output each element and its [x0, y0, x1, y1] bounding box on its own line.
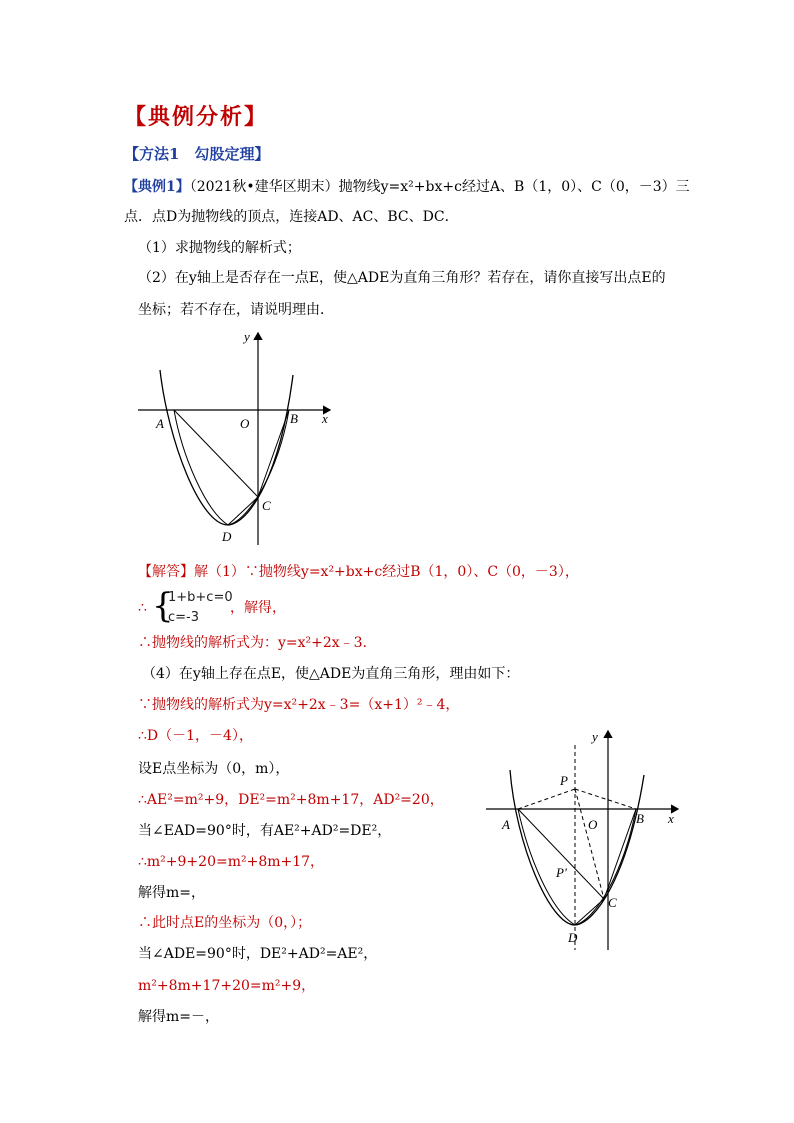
- dashed-pb: [575, 789, 636, 809]
- label-y: y: [592, 729, 598, 744]
- solution-line-6: ∴D（－1，－4），: [138, 728, 253, 744]
- question-1: （1）求抛物线的解析式；: [138, 240, 301, 256]
- question-2-line-1: （2）在y轴上是否存在一点E，使△ADE为直角三角形？若存在，请你直接写出点E的: [138, 270, 666, 286]
- solution-line-4: （4）在y轴上存在点E，使△ADE为直角三角形，理由如下：: [142, 666, 520, 682]
- label-a: A: [502, 817, 510, 832]
- segment-bc: [258, 410, 289, 497]
- label-y: y: [244, 329, 250, 344]
- label-d: D: [568, 930, 578, 945]
- label-d: D: [222, 529, 232, 544]
- parabola-curve: [510, 770, 644, 925]
- parabola-curve: [160, 370, 293, 525]
- solution-line-12: ∴此时点E的坐标为（0，）；: [138, 915, 312, 931]
- solution-tag: 【解答】: [138, 564, 194, 580]
- solution-line-8: ∴AE²=m²+9，DE²=m²+8m+17，AD²=20，: [138, 792, 444, 808]
- dashed-pc: [575, 789, 604, 899]
- label-p: P: [560, 773, 568, 788]
- label-x: x: [668, 811, 674, 826]
- brace: {: [152, 586, 174, 626]
- problem-line-2: 点．点D为抛物线的顶点，连接AD、AC、BC、DC．: [124, 209, 459, 225]
- solution-line-9: 当∠EAD=90°时，有AE²+AD²=DE²，: [138, 823, 392, 839]
- label-c: C: [608, 895, 617, 910]
- solution-line-10: ∴m²+9+20=m²+8m+17，: [138, 854, 325, 870]
- solution-line-7: 设E点坐标为（0，m），: [138, 761, 290, 777]
- equation-1: 1+b+c=0: [168, 590, 233, 605]
- label-c: C: [262, 498, 271, 513]
- label-o: O: [588, 817, 598, 832]
- label-p-prime: P': [556, 865, 567, 880]
- problem-tag: 【典例1】: [124, 179, 190, 195]
- solution-line-11: 解得m=，: [138, 885, 206, 901]
- method-title: 【方法1 勾股定理】: [124, 145, 270, 163]
- solution-line-15: 解得m=－，: [138, 1009, 220, 1025]
- label-a: A: [156, 416, 164, 431]
- system-prefix: ∴: [138, 600, 147, 616]
- solution-text-1: 解（1）∵抛物线y=x²+bx+c经过B（1，0）、C（0，－3），: [194, 564, 579, 580]
- solution-line-14: m²+8m+17+20=m²+9，: [138, 978, 316, 994]
- section-heading: 【典例分析】: [124, 104, 269, 130]
- segment-dc: [228, 497, 258, 525]
- problem-text-1: 抛物线y=x²+bx+c经过A、B（1，0）、C（0，－3）三: [338, 179, 690, 195]
- solution-line-3: ∴抛物线的解析式为：y=x²+2x﹣3．: [138, 635, 377, 651]
- segment-dc: [575, 899, 604, 925]
- dashed-ap: [518, 789, 575, 809]
- label-o: O: [240, 416, 250, 431]
- label-b: B: [290, 411, 298, 426]
- question-2-line-2: 坐标；若不存在，请说明理由．: [138, 302, 334, 318]
- segment-ad: [174, 410, 228, 525]
- solution-line-5: ∵抛物线的解析式为y=x²+2x﹣3=（x+1）²﹣4，: [138, 697, 460, 713]
- label-x: x: [322, 411, 328, 426]
- figure-1-parabola: [130, 325, 350, 555]
- equation-2: c=-3: [168, 610, 200, 625]
- figure-2-parabola: [478, 725, 688, 955]
- label-b: B: [636, 811, 644, 826]
- parabola-curve-inner: [575, 809, 636, 925]
- segment-bc: [604, 809, 636, 899]
- problem-source: （2021秋•建华区期末）: [189, 179, 339, 195]
- solution-line-13: 当∠ADE=90°时，DE²+AD²=AE²，: [138, 946, 378, 962]
- system-suffix: ，解得，: [230, 600, 286, 616]
- solution-line-1: [138, 562, 579, 582]
- problem-line-1: [124, 177, 690, 197]
